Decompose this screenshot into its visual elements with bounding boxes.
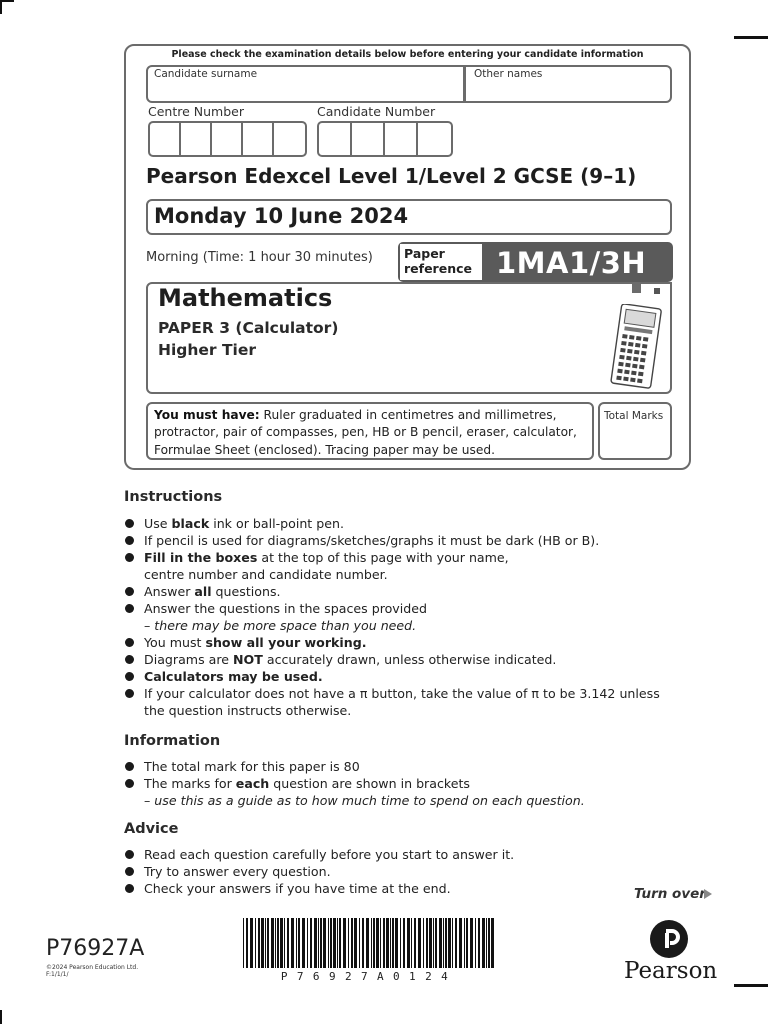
- barcode-bar: [380, 918, 381, 968]
- barcode-bar: [343, 918, 346, 968]
- barcode-bar: [407, 918, 410, 968]
- barcode-bar: [348, 918, 349, 968]
- barcode-bar: [302, 918, 305, 968]
- item-text: question are shown in brackets: [269, 776, 470, 791]
- equipment-list: Ruler graduated in centimetres and millimetres, protractor, pair of compasses, pen, HB or B pencil, eraser, calculator, Formulae Sheet (enclosed). Tracing paper may be used.: [154, 408, 577, 457]
- list-item: [124, 600, 660, 617]
- barcode-bar: [403, 918, 405, 968]
- digit-box[interactable]: [181, 123, 212, 155]
- list-item: [124, 549, 660, 566]
- barcode-bar: [265, 918, 266, 968]
- bullet-icon: [125, 519, 134, 528]
- paper-reference-label-line2: reference: [404, 261, 472, 276]
- item-text: Diagrams are: [144, 652, 234, 667]
- bullet-icon: [125, 587, 134, 596]
- list-item: [124, 863, 514, 880]
- item-text: Read each question carefully before you start to answer it.: [144, 847, 515, 862]
- barcode-bar: [466, 918, 468, 968]
- list-item: [124, 583, 660, 600]
- digit-box[interactable]: [150, 123, 181, 155]
- barcode-bar: [418, 918, 421, 968]
- bullet-icon: [125, 655, 134, 664]
- barcode-bar: [320, 918, 322, 968]
- digit-box[interactable]: [352, 123, 385, 155]
- barcode-bar: [475, 918, 476, 968]
- equipment-label: You must have:: [154, 408, 260, 422]
- list-item: [124, 634, 660, 651]
- barcode-bar: [448, 918, 451, 968]
- barcode-bar: [390, 918, 391, 968]
- barcode-bar: [371, 918, 372, 968]
- digit-box[interactable]: [274, 123, 305, 155]
- turn-over-label: Turn over: [634, 886, 706, 902]
- list-item: [124, 758, 585, 775]
- item-text: If pencil is used for diagrams/sketches/graphs it must be dark (HB or B).: [144, 533, 600, 548]
- barcode-bar: [455, 918, 457, 968]
- instructions-heading: Instructions: [124, 489, 223, 505]
- barcode-bar: [277, 918, 279, 968]
- item-text: The total mark for this paper is 80: [144, 759, 360, 774]
- barcode-bar: [426, 918, 428, 968]
- item-text: accurately drawn, unless otherwise indicated.: [262, 652, 557, 667]
- paper-code: 1MA1/3H: [496, 246, 647, 280]
- barcode-bar: [261, 918, 264, 968]
- barcode-bar: [383, 918, 385, 968]
- item-text: Try to answer every question.: [144, 864, 331, 879]
- other-names-label: Other names: [474, 68, 543, 80]
- bullet-icon: [125, 553, 134, 562]
- barcode-bar: [310, 918, 312, 968]
- list-item-continuation: [124, 792, 585, 809]
- barcode-bar: [280, 918, 283, 968]
- barcode-bar: [464, 918, 465, 968]
- barcode-bar: [314, 918, 317, 968]
- digit-box[interactable]: [243, 123, 274, 155]
- bullet-icon: [125, 689, 134, 698]
- item-text: at the top of this page with your name,: [257, 550, 509, 565]
- paper-reference-label-line1: Paper: [404, 246, 445, 261]
- bullet-icon: [125, 867, 134, 876]
- list-item: [124, 532, 660, 549]
- barcode-bar: [486, 918, 487, 968]
- barcode-bar: [250, 918, 253, 968]
- list-item-continuation: [124, 617, 660, 634]
- barcode-bar: [411, 918, 412, 968]
- digit-box[interactable]: [212, 123, 243, 155]
- item-text: Use: [144, 516, 172, 531]
- crop-mark: [734, 984, 768, 987]
- total-marks-box: [598, 402, 672, 460]
- bullet-icon: [125, 850, 134, 859]
- information-heading: Information: [124, 733, 221, 749]
- item-text: You must: [144, 635, 206, 650]
- barcode-bar: [366, 918, 369, 968]
- print-code: F:1/1/1/: [46, 971, 69, 978]
- crop-mark: [0, 1010, 2, 1024]
- equipment-text: [154, 407, 590, 459]
- exam-date: Monday 10 June 2024: [154, 204, 409, 228]
- item-note: – use this as a guide as to how much time to spend on each question.: [144, 793, 585, 808]
- barcode-text: P76927A0124: [280, 970, 458, 983]
- barcode-bar: [488, 918, 490, 968]
- calculator-icon: [610, 304, 662, 390]
- bullet-icon: [125, 536, 134, 545]
- copyright: ©2024 Pearson Education Ltd.: [46, 964, 139, 971]
- barcode-bar: [373, 918, 375, 968]
- barcode-bar: [392, 918, 394, 968]
- item-text: Answer the questions in the spaces provided: [144, 601, 427, 616]
- barcode-bar: [275, 918, 276, 968]
- barcode-bar: [362, 918, 364, 968]
- barcode-bar: [296, 918, 297, 968]
- barcode-bar: [271, 918, 274, 968]
- item-emphasis: black: [171, 516, 210, 531]
- item-text: The marks for: [144, 776, 236, 791]
- instructions-list: [124, 515, 660, 719]
- barcode-bar: [470, 918, 473, 968]
- centre-number-label: Centre Number: [148, 104, 244, 119]
- exam-session: Morning (Time: 1 hour 30 minutes): [146, 250, 373, 265]
- barcode-bar: [330, 918, 332, 968]
- item-emphasis: Fill in the boxes: [144, 550, 258, 565]
- barcode-bar: [333, 918, 336, 968]
- candidate-number-label: Candidate Number: [317, 104, 436, 119]
- paper-id: P76927A: [46, 936, 145, 961]
- barcode-bar: [433, 918, 434, 968]
- barcode-bar: [459, 918, 462, 968]
- barcode-bar: [452, 918, 453, 968]
- item-emphasis: show all your working.: [205, 635, 367, 650]
- barcode-bar: [429, 918, 432, 968]
- list-item: [124, 775, 585, 792]
- barcode-bar: [386, 918, 389, 968]
- total-marks-label: Total Marks: [604, 410, 664, 422]
- barcode-bar: [354, 918, 357, 968]
- paper-title: PAPER 3 (Calculator): [158, 319, 339, 337]
- bullet-icon: [125, 884, 134, 893]
- subject-box: [146, 282, 672, 394]
- candidate-details-card: [124, 44, 691, 470]
- decor-square: [632, 284, 641, 293]
- advice-heading: Advice: [124, 821, 179, 837]
- list-item-continuation: the question instructs otherwise.: [144, 703, 352, 718]
- subject-title: Mathematics: [158, 284, 333, 312]
- barcode-bar: [359, 918, 360, 968]
- barcode-bar: [287, 918, 289, 968]
- barcode-bar: [400, 918, 401, 968]
- tier-title: Higher Tier: [158, 341, 257, 359]
- list-item: [124, 515, 660, 532]
- digit-box[interactable]: [385, 123, 418, 155]
- list-item: [124, 880, 514, 897]
- barcode-bar: [284, 918, 285, 968]
- barcode-bar: [328, 918, 329, 968]
- crop-mark: [0, 0, 14, 2]
- centre-number-boxes[interactable]: [148, 121, 307, 157]
- candidate-surname-label: Candidate surname: [154, 68, 258, 80]
- item-text: questions.: [211, 584, 281, 599]
- digit-box[interactable]: [319, 123, 352, 155]
- barcode: [243, 918, 495, 972]
- barcode-bar: [439, 918, 442, 968]
- barcode-bar: [339, 918, 341, 968]
- barcode-bar: [423, 918, 424, 968]
- barcode-bar: [482, 918, 485, 968]
- barcode-bar: [291, 918, 294, 968]
- crop-mark: [0, 0, 2, 14]
- candidate-number-boxes[interactable]: [317, 121, 453, 157]
- barcode-bar: [395, 918, 398, 968]
- barcode-bar: [307, 918, 308, 968]
- decor-square: [654, 288, 660, 294]
- crop-mark: [734, 36, 768, 39]
- barcode-bar: [445, 918, 447, 968]
- item-emphasis: Calculators may be used.: [144, 669, 323, 684]
- bullet-icon: [125, 604, 134, 613]
- barcode-bar: [376, 918, 379, 968]
- item-emphasis: NOT: [233, 652, 263, 667]
- barcode-bar: [298, 918, 300, 968]
- triangle-right-icon: [704, 889, 712, 899]
- barcode-bar: [318, 918, 319, 968]
- advice-list: [124, 846, 514, 897]
- item-text: Answer: [144, 584, 195, 599]
- paper-reference-label: [400, 244, 482, 280]
- barcode-bar: [323, 918, 326, 968]
- details-note: Please check the examination details below before entering your candidate information: [171, 49, 644, 60]
- list-item: [124, 846, 514, 863]
- barcode-bar: [351, 918, 353, 968]
- equipment-box: [146, 402, 594, 460]
- barcode-bar: [478, 918, 480, 968]
- barcode-bar: [491, 918, 494, 968]
- item-emphasis: each: [235, 776, 270, 791]
- bullet-icon: [125, 638, 134, 647]
- barcode-bar: [243, 918, 244, 968]
- list-item: [124, 651, 660, 668]
- exam-date-box: [146, 199, 672, 235]
- barcode-bar: [337, 918, 338, 968]
- barcode-bar: [267, 918, 269, 968]
- qualification-title: Pearson Edexcel Level 1/Level 2 GCSE (9–1): [146, 164, 637, 188]
- list-item-continuation: centre number and candidate number.: [144, 567, 388, 582]
- information-list: [124, 758, 585, 809]
- list-item: [124, 685, 660, 702]
- barcode-bar: [414, 918, 416, 968]
- barcode-bar: [443, 918, 444, 968]
- paper-reference-box: [398, 242, 673, 282]
- digit-box[interactable]: [418, 123, 451, 155]
- barcode-bar: [246, 918, 248, 968]
- item-emphasis: all: [194, 584, 212, 599]
- list-item: [124, 668, 660, 685]
- pearson-logo-icon: [650, 920, 688, 958]
- barcode-bar: [435, 918, 437, 968]
- bullet-icon: [125, 779, 134, 788]
- item-text: ink or ball-point pen.: [209, 516, 344, 531]
- item-text: Check your answers if you have time at the end.: [144, 881, 451, 896]
- bullet-icon: [125, 672, 134, 681]
- bullet-icon: [125, 762, 134, 771]
- item-text: If your calculator does not have a π button, take the value of π to be 3.142 unless: [144, 686, 660, 701]
- item-note: – there may be more space than you need.: [144, 618, 417, 633]
- publisher-name: Pearson: [624, 958, 718, 984]
- barcode-bar: [258, 918, 260, 968]
- barcode-bar: [255, 918, 256, 968]
